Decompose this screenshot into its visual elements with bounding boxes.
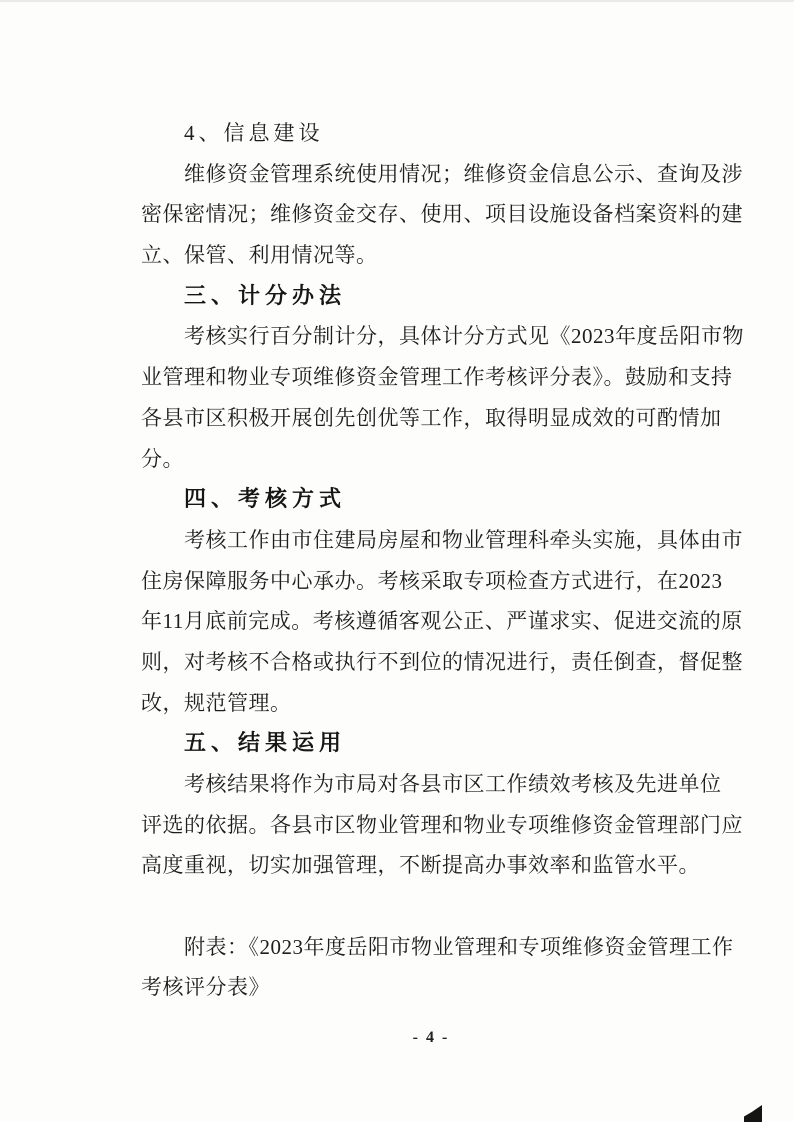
subheading-info-construction: 4、信息建设: [184, 121, 324, 145]
paragraph-line: 年11月底前完成。考核遵循客观公正、严谨求实、促进交流的原: [141, 609, 743, 634]
paragraph-line: 分。: [141, 446, 184, 471]
paragraph-line: 改，规范管理。: [141, 690, 292, 715]
section-heading-assessment-method: 四、考核方式: [184, 486, 347, 512]
paragraph-line: 各县市区积极开展创先创优等工作，取得明显成效的可酌情加: [141, 405, 722, 430]
appendix-line: 附表：《2023年度岳阳市物业管理和专项维修资金管理工作: [184, 934, 734, 959]
paragraph-line: 考核工作由市住建局房屋和物业管理科牵头实施，具体由市: [184, 527, 743, 552]
paragraph-line: 考核结果将作为市局对各县市区工作绩效考核及先进单位: [184, 772, 722, 796]
section-heading-result-application: 五、结果运用: [184, 730, 347, 756]
section-heading-scoring-method: 三、计分办法: [184, 282, 347, 308]
page-number: - 4 -: [412, 1029, 450, 1046]
paragraph-line: 评选的依据。各县市区物业管理和物业专项维修资金管理部门应: [141, 812, 743, 837]
appendix-line: 考核评分表》: [141, 975, 270, 1000]
paragraph-line: 立、保管、利用情况等。: [141, 243, 378, 268]
document-body: [141, 113, 744, 1008]
blank-line: [141, 886, 719, 927]
paragraph-line: 住房保障服务中心承办。考核采取专项检查方式进行，在2023: [141, 568, 723, 593]
paragraph-line: 维修资金管理系统使用情况；维修资金信息公示、查询及涉: [184, 161, 743, 186]
paragraph-line: 则，对考核不合格或执行不到位的情况进行，责任倒查，督促整: [141, 649, 743, 674]
scan-top-edge: [0, 0, 794, 2]
paragraph-line: 高度重视，切实加强管理，不断提高办事效率和监管水平。: [141, 853, 700, 878]
paragraph-line: 考核实行百分制计分，具体计分方式见《2023年度岳阳市物: [184, 324, 744, 349]
paragraph-line: 业管理和物业专项维修资金管理工作考核评分表》。鼓励和支持: [141, 365, 733, 390]
scan-ink-mark: [744, 1105, 762, 1122]
paragraph-line: 密保密情况；维修资金交存、使用、项目设施设备档案资料的建: [141, 202, 743, 227]
